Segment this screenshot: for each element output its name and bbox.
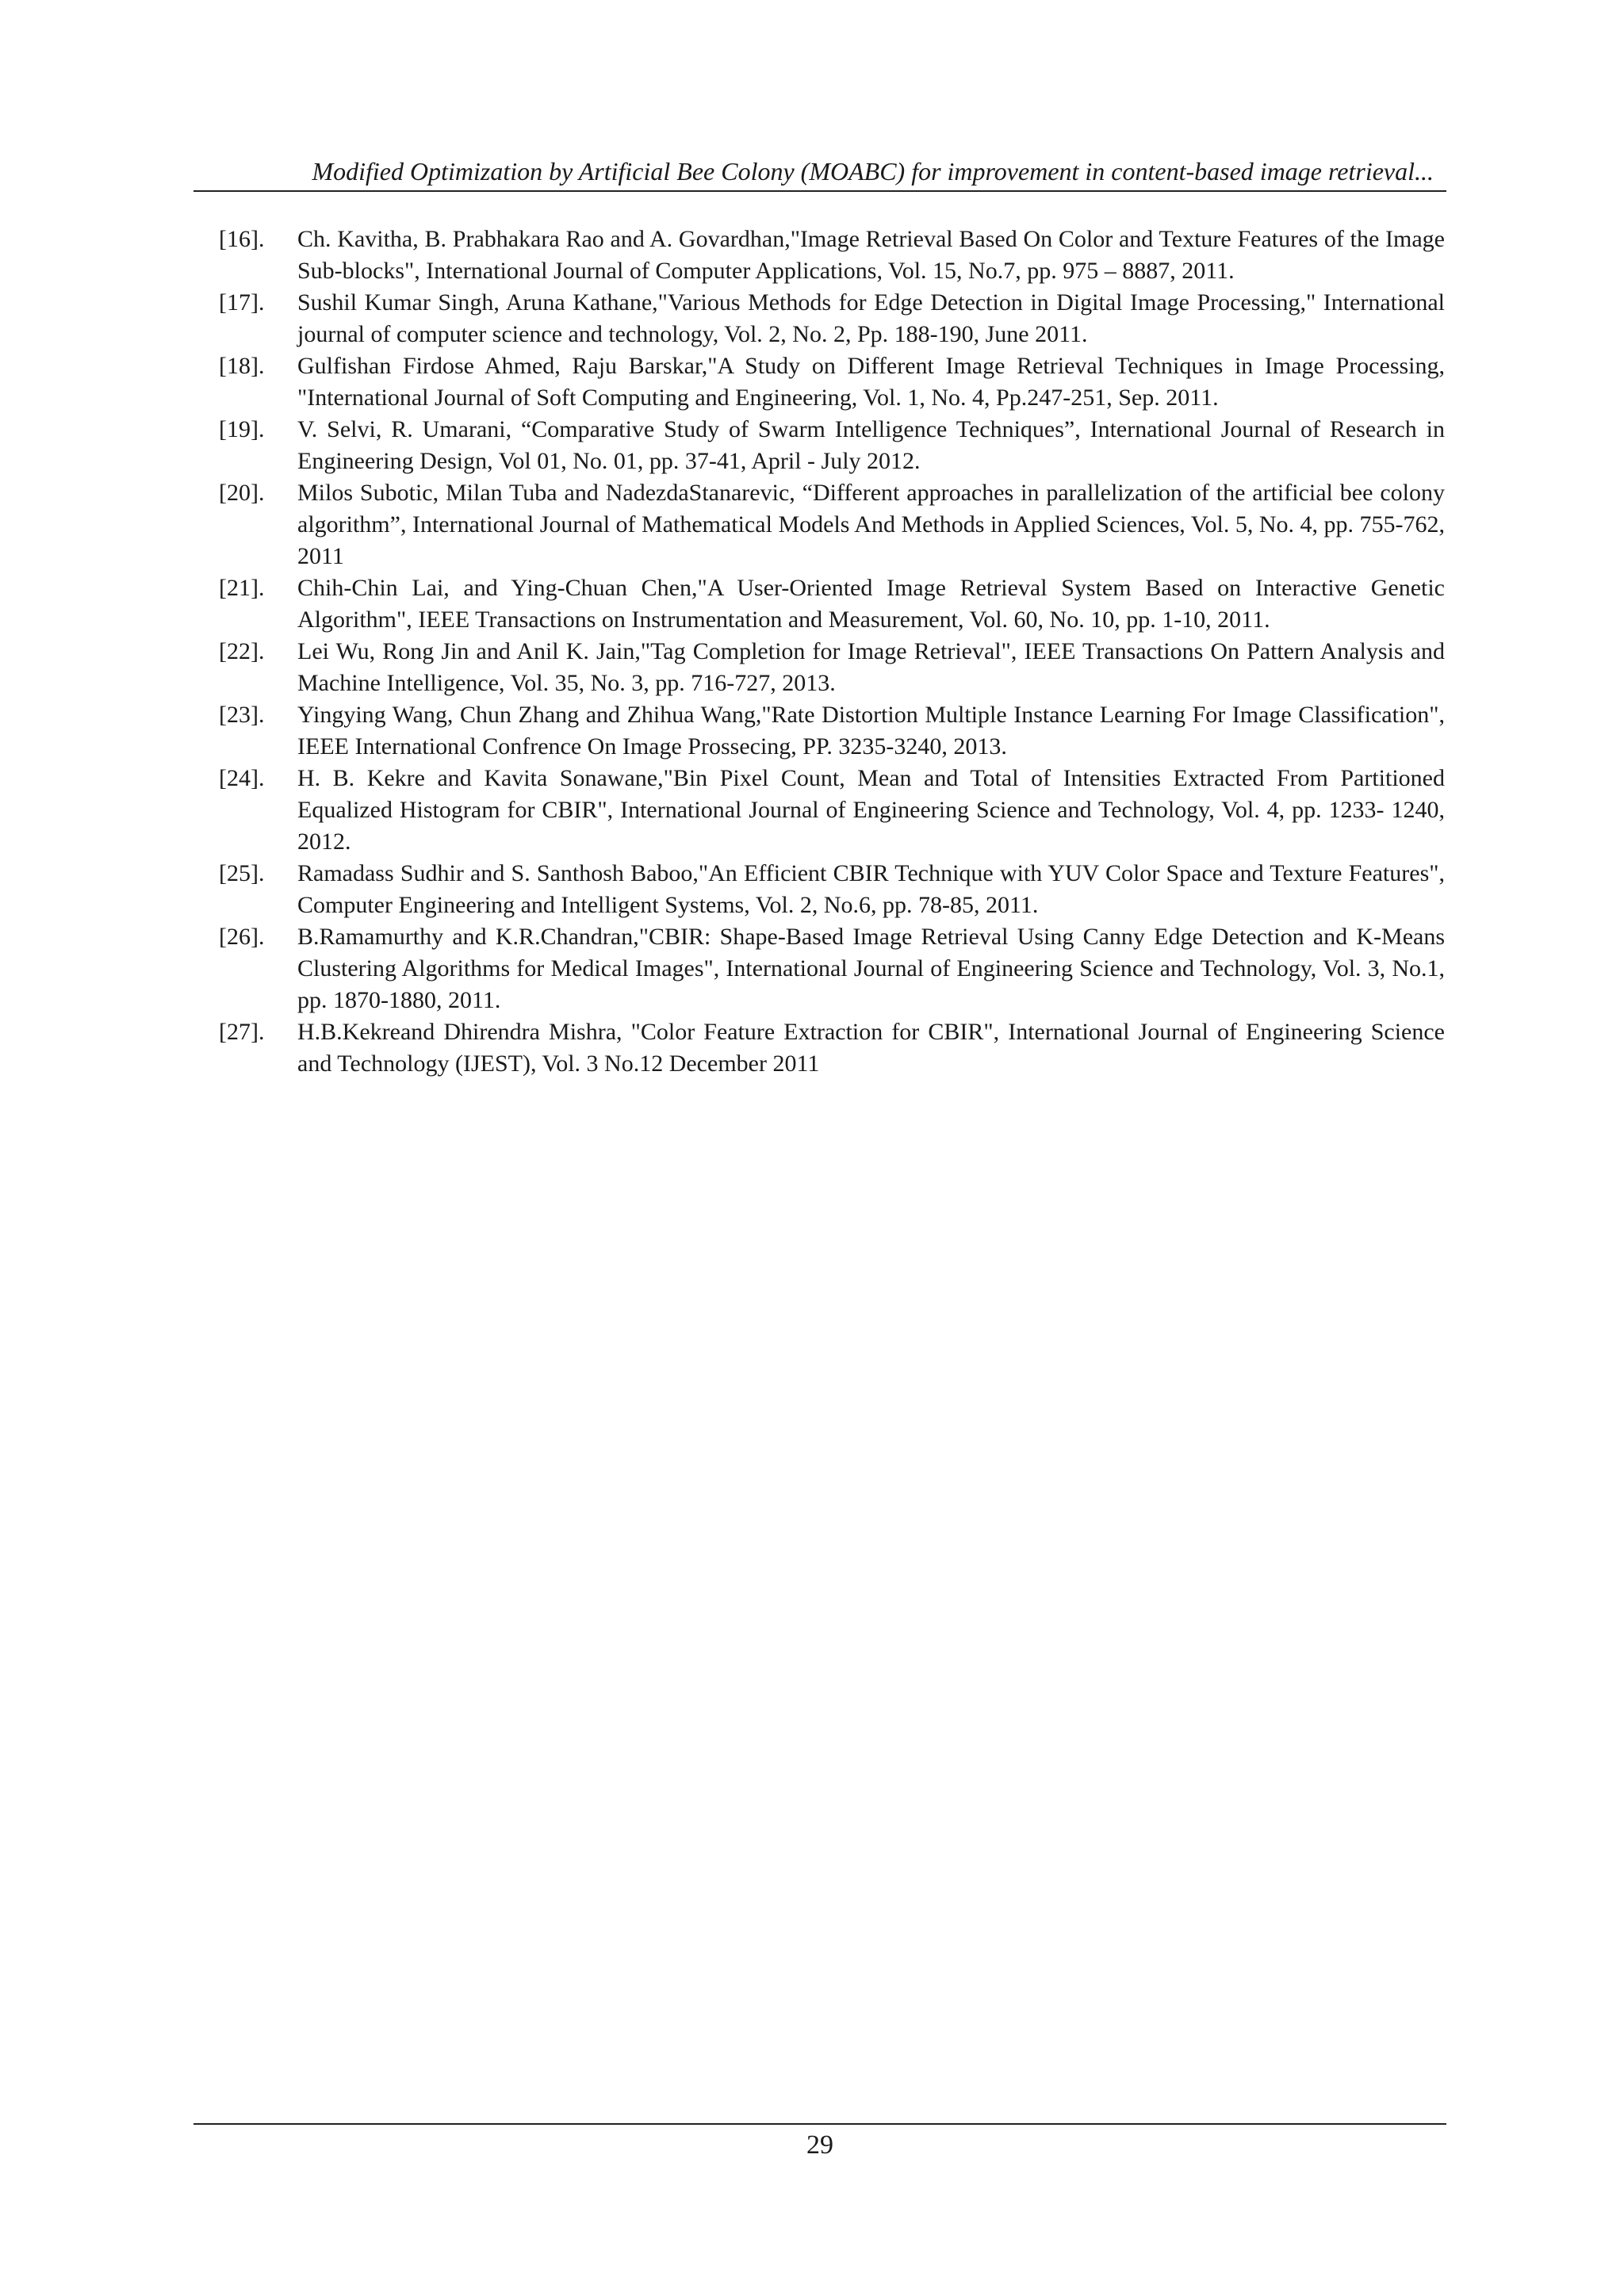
reference-item: [219, 763, 1445, 858]
reference-number: [16].: [219, 226, 265, 252]
reference-item: [219, 636, 1445, 699]
reference-text: Milos Subotic, Milan Tuba and NadezdaStanarevic, “Different approaches in parallelization of the artificial bee colony algorithm”, International Journal of Mathematical Models And Methods in Applied Sciences, Vol. 5, No. 4, pp. 755-762, 2011: [297, 480, 1446, 569]
reference-item: [219, 477, 1445, 572]
reference-text: Lei Wu, Rong Jin and Anil K. Jain,"Tag Completion for Image Retrieval", IEEE Transactions On Pattern Analysis and Machine Intelligence, Vol. 35, No. 3, pp. 716-727, 2013.: [297, 638, 1445, 696]
reference-text: H. B. Kekre and Kavita Sonawane,"Bin Pixel Count, Mean and Total of Intensities Extracted From Partitioned Equalized Histogram for CBIR", International Journal of Engineering Science and Technology, Vol. 4, pp. 1233- 1240, 2012.: [297, 765, 1445, 855]
reference-item: [219, 572, 1445, 636]
reference-number: [25].: [219, 860, 265, 886]
reference-list: [219, 224, 1445, 1080]
reference-text: H.B.Kekreand Dhirendra Mishra, "Color Feature Extraction for CBIR", International Journal of Engineering Science and Technology (IJEST), Vol. 3 No.12 December 2011: [297, 1019, 1445, 1077]
header-divider: [193, 190, 1446, 192]
reference-number: [22].: [219, 638, 265, 664]
reference-text: V. Selvi, R. Umarani, “Comparative Study of Swarm Intelligence Techniques”, International Journal of Research in Engineering Design, Vol 01, No. 01, pp. 37-41, April - July 2012.: [297, 416, 1445, 474]
reference-item: [219, 858, 1445, 921]
reference-number: [19].: [219, 416, 265, 442]
reference-text: Yingying Wang, Chun Zhang and Zhihua Wang,"Rate Distortion Multiple Instance Learning For Image Classification", IEEE International Confrence On Image Prossecing, PP. 3235-3240, 2013.: [297, 702, 1445, 760]
reference-number: [21].: [219, 575, 265, 601]
footer-divider: [193, 2123, 1446, 2125]
reference-item: [219, 414, 1445, 477]
reference-text: Chih-Chin Lai, and Ying-Chuan Chen,"A User-Oriented Image Retrieval System Based on Interactive Genetic Algorithm", IEEE Transactions on Instrumentation and Measurement, Vol. 60, No. 10, pp. 1-10, 2011.: [297, 575, 1445, 633]
reference-item: [219, 224, 1445, 287]
reference-item: [219, 1016, 1445, 1080]
reference-number: [20].: [219, 480, 265, 506]
running-header: Modified Optimization by Artificial Bee Colony (MOABC) for improvement in content-based image retrieval...: [312, 157, 1434, 186]
reference-number: [27].: [219, 1019, 265, 1045]
reference-item: [219, 921, 1445, 1016]
reference-text: Ch. Kavitha, B. Prabhakara Rao and A. Govardhan,"Image Retrieval Based On Color and Texture Features of the Image Sub-blocks", International Journal of Computer Applications, Vol. 15, No.7, pp. 975 – 8887, 2011.: [297, 226, 1445, 284]
reference-number: [26].: [219, 924, 265, 950]
reference-number: [23].: [219, 702, 265, 728]
reference-text: Gulfishan Firdose Ahmed, Raju Barskar,"A Study on Different Image Retrieval Techniques in Image Processing, "International Journal of Soft Computing and Engineering, Vol. 1, No. 4, Pp.247-251, Sep. 2011.: [297, 353, 1445, 411]
reference-number: [17].: [219, 289, 265, 316]
reference-text: Sushil Kumar Singh, Aruna Kathane,"Various Methods for Edge Detection in Digital Image Processing," International journal of computer science and technology, Vol. 2, No. 2, Pp. 188-190, June 2011.: [297, 289, 1445, 347]
reference-item: [219, 287, 1445, 350]
reference-text: B.Ramamurthy and K.R.Chandran,"CBIR: Shape-Based Image Retrieval Using Canny Edge Detection and K-Means Clustering Algorithms for Medical Images", International Journal of Engineering Science and Technology, Vol. 3, No.1, pp. 1870-1880, 2011.: [297, 924, 1445, 1013]
reference-item: [219, 350, 1445, 414]
reference-item: [219, 699, 1445, 763]
reference-text: Ramadass Sudhir and S. Santhosh Baboo,"An Efficient CBIR Technique with YUV Color Space and Texture Features", Computer Engineering and Intelligent Systems, Vol. 2, No.6, pp. 78-85, 2011.: [297, 860, 1445, 918]
reference-number: [18].: [219, 353, 265, 379]
reference-number: [24].: [219, 765, 265, 791]
page-number: 29: [806, 2130, 833, 2160]
